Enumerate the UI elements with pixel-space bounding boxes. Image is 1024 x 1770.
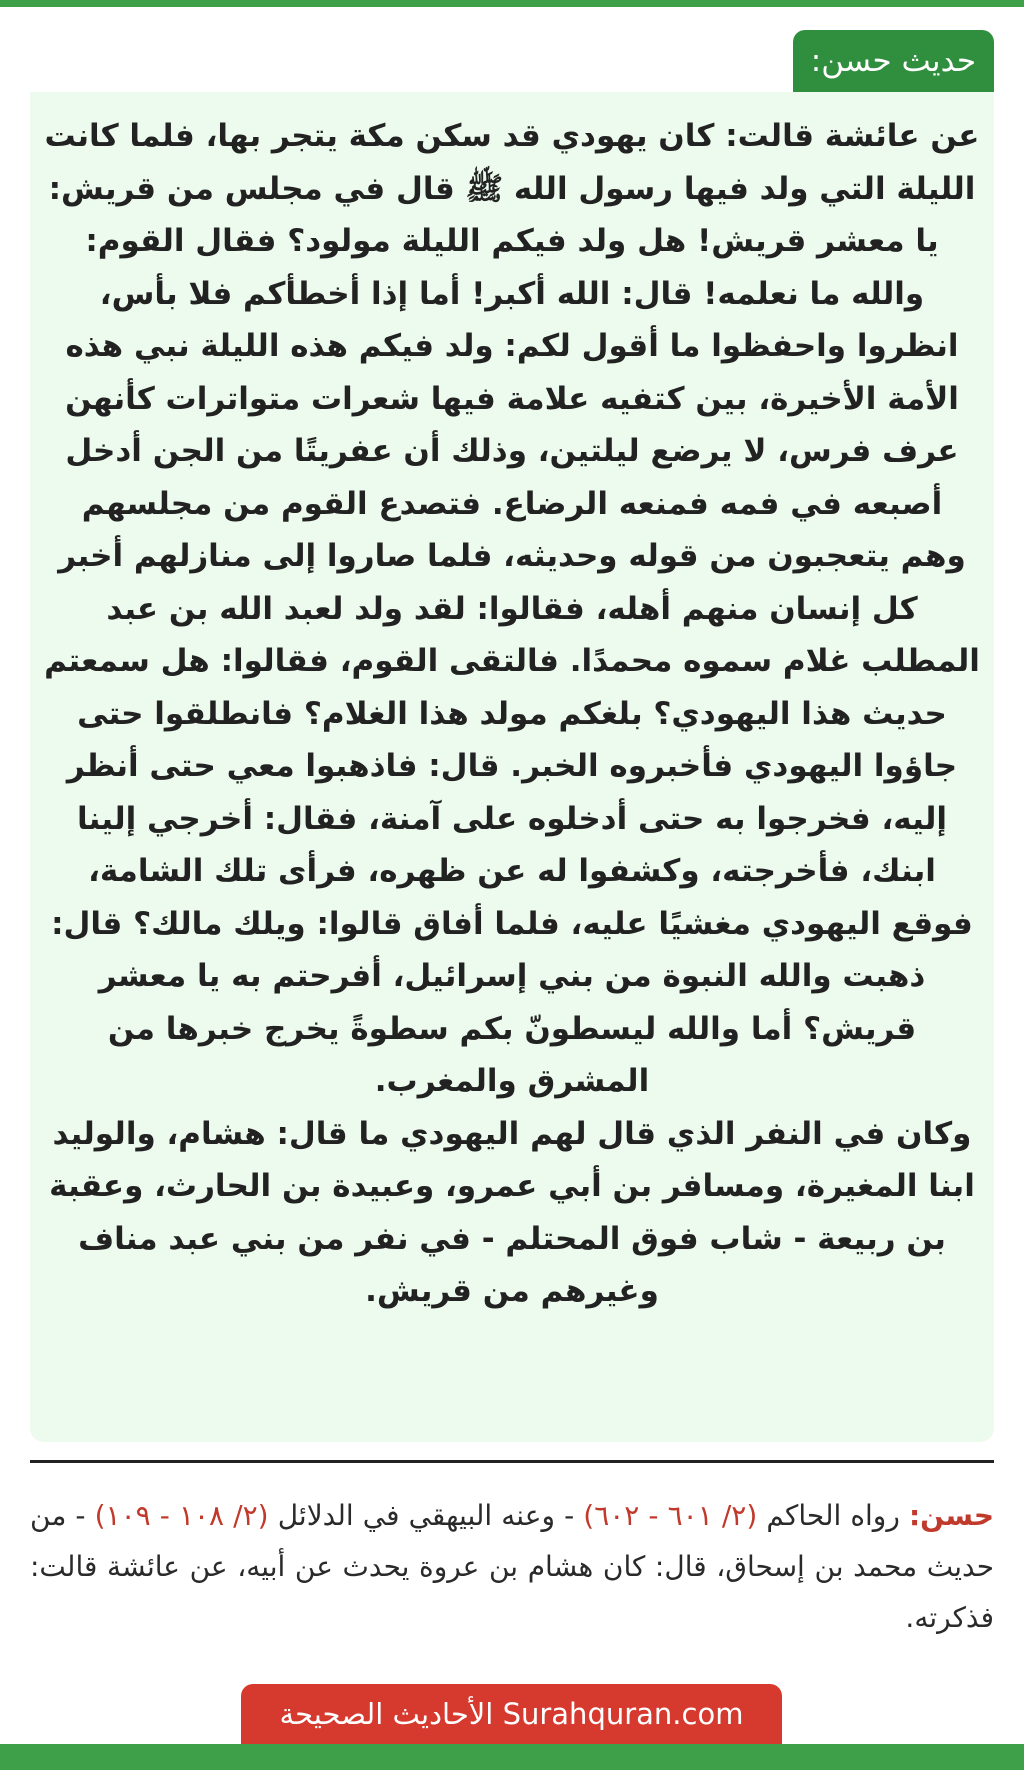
hadith-grade-heading: حديث حسن: — [793, 30, 994, 92]
top-accent-bar — [0, 0, 1024, 7]
grading-text-2: - وعنه البيهقي في الدلائل — [268, 1499, 584, 1532]
hadith-text-box — [30, 92, 994, 1442]
bottom-accent-bar — [0, 1744, 1024, 1770]
reference-hakim: (٢/ ٦٠١ - ٦٠٢) — [583, 1499, 758, 1532]
grading-text-3: - من حديث محمد بن إسحاق، قال: كان هشام بن عروة يحدث عن أبيه، عن عائشة قالت: فذكرته. — [30, 1499, 994, 1634]
grading-note — [30, 1490, 994, 1643]
hadith-paragraph-1: عن عائشة قالت: كان يهودي قد سكن مكة يتجر بها، فلما كانت الليلة التي ولد فيها رسول الله ﷺ قال في مجلس من قريش: يا معشر قريش! هل ولد فيكم الليلة مولود؟ فقال القوم: والله ما نعلمه! قال: الله أكبر! أما إذا أخطأكم فلا بأس، انظروا واحفظوا ما أقول لكم: ولد فيكم هذه الليلة نبي هذه الأمة الأخيرة، بين كتفيه علامة فيها شعرات متواترات كأنهن عرف فرس، لا يرضع ليلتين، وذلك أن عفريتًا من الجن أدخل أصبعه في فمه فمنعه الرضاع. فتصدع القوم من مجلسهم وهم يتعجبون من قوله وحديثه، فلما صاروا إلى منازلهم أخبر كل إنسان منهم أهله، فقالوا: لقد ولد لعبد الله بن عبد المطلب غلام سموه محمدًا. فالتقى القوم، فقالوا: هل سمعتم حديث هذا اليهودي؟ بلغكم مولد هذا الغلام؟ فانطلقوا حتى جاؤوا اليهودي فأخبروه الخبر. قال: فاذهبوا معي حتى أنظر إليه، فخرجوا به حتى أدخلوه على آمنة، فقال: أخرجي إلينا ابنك، فأخرجته، وكشفوا له عن ظهره، فرأى تلك الشامة، فوقع اليهودي مغشيًا عليه، فلما أفاق قالوا: ويلك مالك؟ قال: ذهبت والله النبوة من بني إسرائيل، أفرحتم به يا معشر قريش؟ أما والله ليسطونّ بكم سطوةً يخرج خبرها من المشرق والمغرب. — [44, 118, 980, 1099]
hadith-paragraph-2: وكان في النفر الذي قال لهم اليهودي ما قال: هشام، والوليد ابنا المغيرة، ومسافر بن أبي عمرو، وعبيدة بن الحارث، وعقبة بن ربيعة - شاب فوق المحتلم - في نفر من بني عبد مناف وغيرهم من قريش. — [49, 1115, 975, 1309]
section-divider — [30, 1460, 994, 1463]
reference-bayhaqi: (٢/ ١٠٨ - ١٠٩) — [94, 1499, 269, 1532]
grading-text-1: رواه الحاكم — [757, 1499, 909, 1532]
grade-label: حسن: — [908, 1499, 995, 1532]
site-badge[interactable]: الأحاديث الصحيحة Surahquran.com — [241, 1684, 782, 1744]
